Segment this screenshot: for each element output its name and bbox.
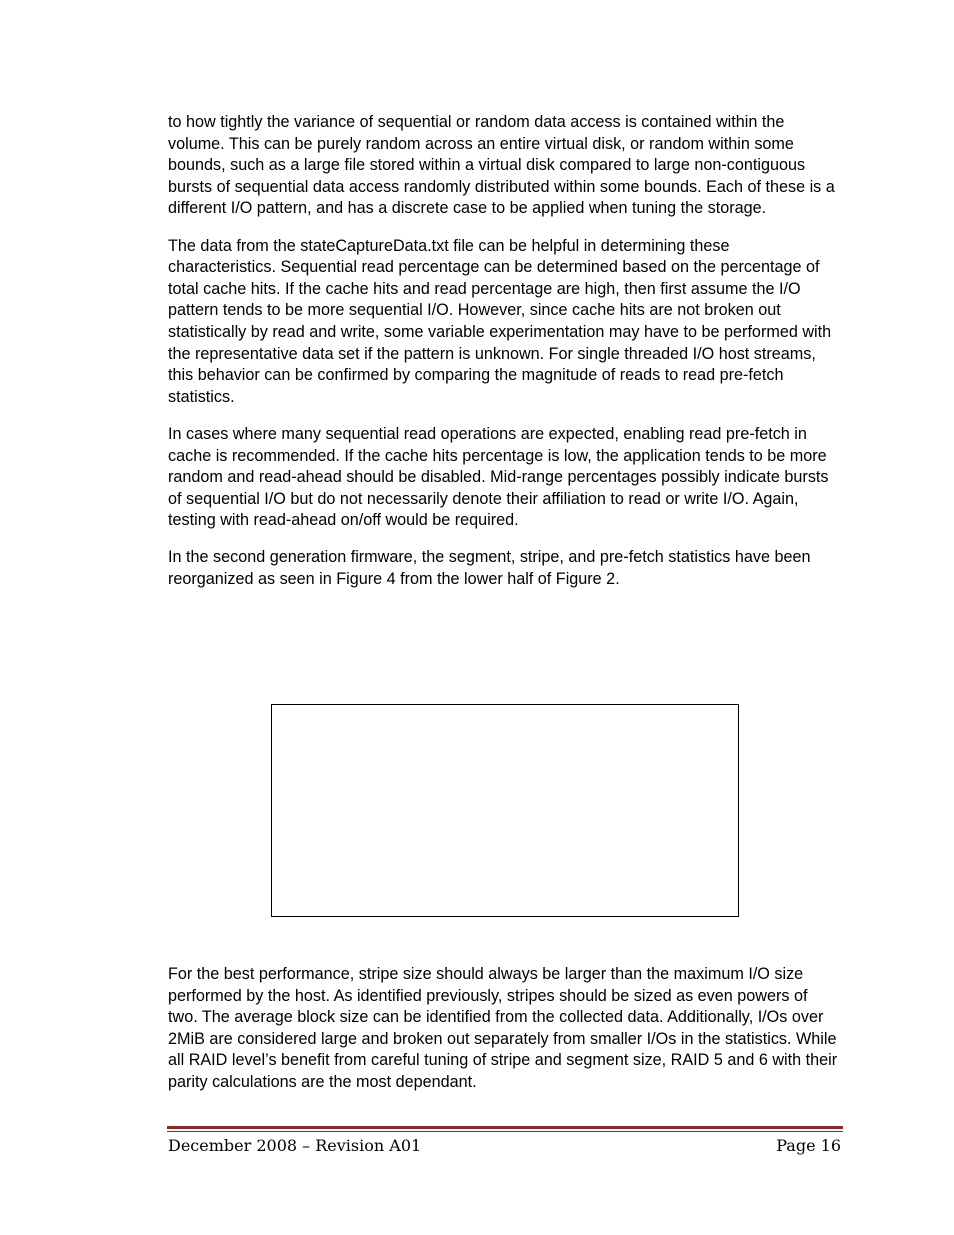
footer-rule-thin — [167, 1131, 843, 1132]
footer-date-revision: December 2008 – Revision A01 — [168, 1136, 422, 1155]
paragraph-state-capture-data: The data from the stateCaptureData.txt file can be helpful in determining these characteristics. Sequential read percentage can be determined based on the percentage of total cache hits. If the cache hits and read percentage are high, then first assume the I/O pattern tends to be more sequential I/O. However, since cache hits are not broken out statistically by read and write, some variable experimentation may have to be performed with the representative data set if the pattern is unknown. For single threaded I/O host streams, this behavior can be confirmed by comparing the magnitude of reads to read pre-fetch statistics. — [168, 236, 832, 406]
footer-rule-thick — [167, 1126, 843, 1129]
footer-page-number: Page 16 — [776, 1136, 841, 1155]
closing-text — [168, 964, 840, 1094]
paragraph-access-variance: to how tightly the variance of sequential or random data access is contained within the volume. This can be purely random across an entire virtual disk, or random within some bounds, such as a large file stored within a virtual disk compared to large non-contiguous bursts of sequential data access randomly distributed within some bounds. Each of these is a different I/O pattern, and has a discrete case to be applied when tuning the storage. — [168, 113, 835, 218]
figure-placeholder-box — [271, 704, 739, 917]
body-text — [168, 112, 840, 606]
paragraph-read-prefetch: In cases where many sequential read operations are expected, enabling read pre-fetch in cache is recommended. If the cache hits percentage is low, the application tends to be more random and read-ahead should be disabled. Mid-range percentages possibly indicate bursts of sequential I/O but do not necessarily denote their affiliation to read or write I/O. Again, testing with read-ahead on/off would be required. — [168, 424, 829, 530]
paragraph-second-generation-firmware: In the second generation firmware, the segment, stripe, and pre-fetch statistics have been reorganized as seen in Figure 4 from the lower half of Figure 2. — [168, 548, 811, 589]
paragraph-stripe-size: For the best performance, stripe size should always be larger than the maximum I/O size performed by the host. As identified previously, stripes should be sized as even powers of two. The average block size can be identified from the collected data. Additionally, I/Os over 2MiB are considered large and broken out separately from smaller I/Os in the statistics. While all RAID level’s benefit from careful tuning of stripe and segment size, RAID 5 and 6 with their parity calculations are the most dependant. — [168, 965, 838, 1091]
